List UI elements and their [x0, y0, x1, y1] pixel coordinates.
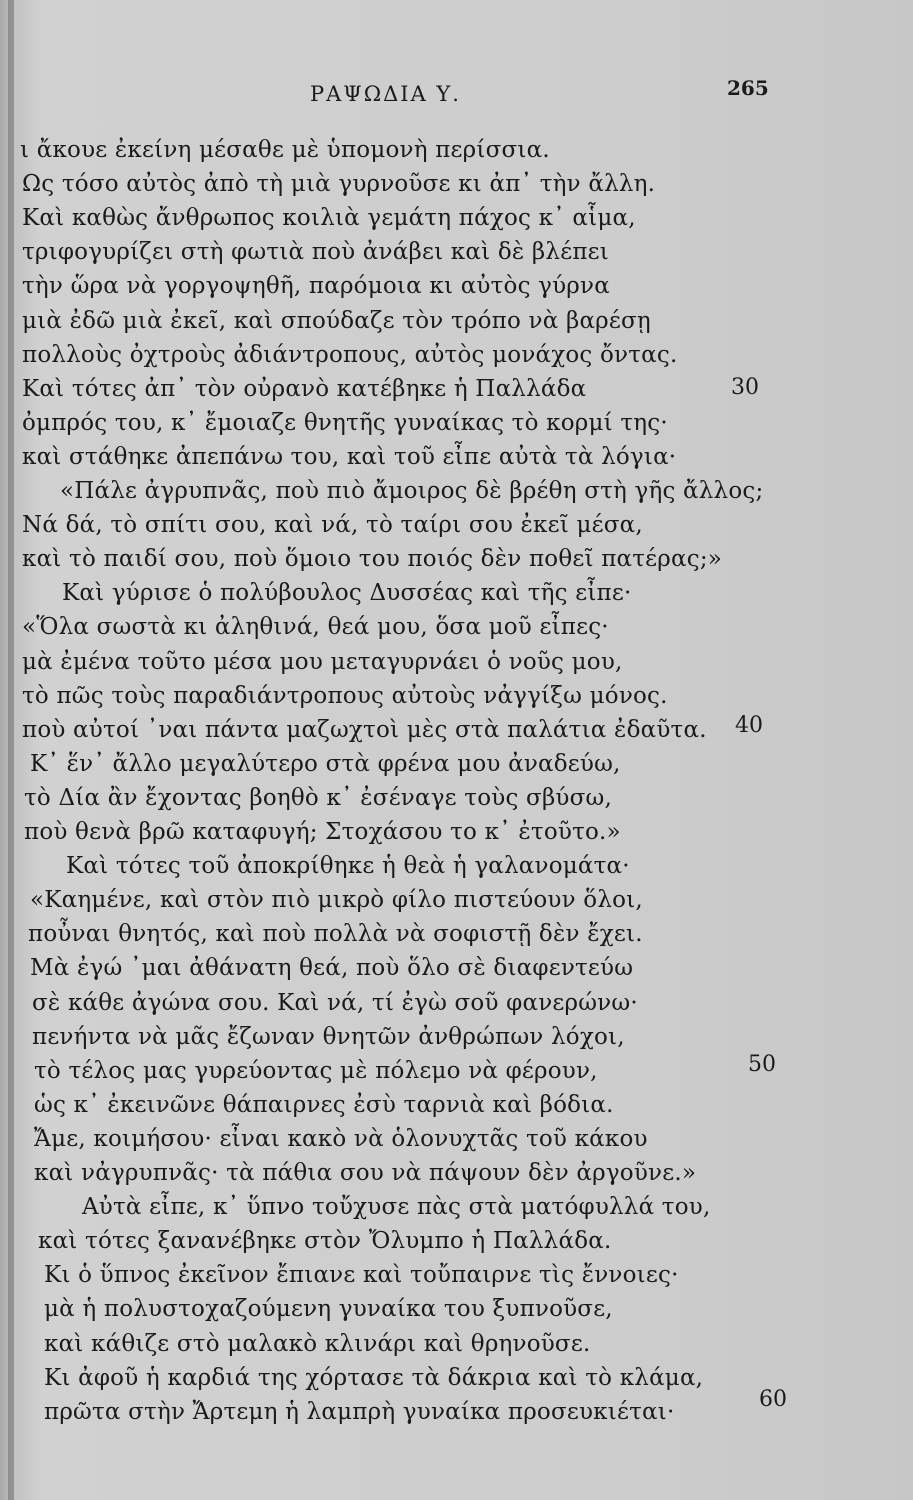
poem-line: καὶ νἀγρυπνᾶς· τὰ πάθια σου νὰ πάψουν δὲν ἀργοῦνε.» [34, 1160, 697, 1186]
poem-line: καὶ τότες ξανανέβηκε στὸν Ὄλυμπο ἡ Παλλάδα. [38, 1228, 612, 1255]
poem-line: τὸ πῶς τοὺς παραδιάντροπους αὐτοὺς νἀγγίξω μόνος. [22, 682, 668, 709]
poem-line: Καὶ τότες τοῦ ἀποκρίθηκε ἡ θεὰ ἡ γαλανομάτα· [66, 853, 630, 880]
poem-line: μιὰ ἐδῶ μιὰ ἐκεῖ, καὶ σπούδαζε τὸν τρόπο νὰ βαρέσῃ [22, 307, 651, 334]
poem-line: Καὶ γύρισε ὁ πολύβουλος Δυσσέας καὶ τῆς εἶπε· [62, 580, 632, 607]
line-number-60: 60 [759, 1387, 787, 1412]
poem-line: Ἄμε, κοιμήσου· εἶναι κακὸ νὰ ὁλονυχτᾶς τοῦ κάκου [34, 1125, 648, 1152]
poem-line: ποὺ θενὰ βρῶ καταφυγή; Στοχάσου το κ᾽ ἐτοῦτο.» [24, 819, 621, 845]
poem-line: τὴν ὥρα νὰ γοργοψηθῆ, παρόμοια κι αὐτὸς γύρνα [22, 273, 610, 300]
poem-line: τὸ τέλος μας γυρεύοντας μὲ πόλεμο νὰ φέρουν, [34, 1057, 598, 1084]
line-number-40: 40 [735, 713, 763, 738]
poem-line: ποὺ αὐτοί ᾽ναι πάντα μαζωχτοὶ μὲς στὰ παλάτια ἐδαῦτα. [22, 716, 707, 743]
line-number-30: 30 [731, 375, 759, 400]
poem-line: Κι ὁ ὕπνος ἐκεῖνον ἔπιανε καὶ τοὔπαιρνε τὶς ἔννοιες· [44, 1262, 679, 1289]
poem-line: Κ᾽ ἕν᾽ ἄλλο μεγαλύτερο στὰ φρένα μου ἀναδεύω, [30, 750, 621, 777]
poem-line: ποὖναι θνητός, καὶ ποὺ πολλὰ νὰ σοφιστῇ δὲν ἔχει. [28, 921, 643, 948]
poem-line: πενήντα νὰ μᾶς ἔζωναν θνητῶν ἀνθρώπων λόχοι, [32, 1023, 625, 1050]
poem-line: καὶ τὸ παιδί σου, ποὺ ὅμοιο του ποιός δὲν ποθεῖ πατέρας;» [22, 546, 723, 573]
poem-line: ὡς κ᾽ ἐκεινῶνε θάπαιρνες ἐσὺ ταρνιὰ καὶ βόδια. [34, 1091, 614, 1118]
poem-line: Αὐτὰ εἶπε, κ᾽ ὕπνο τοὔχυσε πὰς στὰ ματόφυλλά του, [82, 1194, 711, 1221]
line-number-50: 50 [748, 1052, 776, 1077]
poem-line: τὸ Δία ἂν ἔχοντας βοηθὸ κ᾽ ἐσέναγε τοὺς σβύσω, [24, 784, 612, 811]
poem-line: ι ἄκουε ἐκείνη μέσαθε μὲ ὑπομονὴ περίσσια. [20, 137, 550, 163]
poem-line: Νά δά, τὸ σπίτι σου, καὶ νά, τὸ ταίρι σου ἐκεῖ μέσα, [22, 512, 643, 539]
poem-line: Κι ἀφοῦ ἡ καρδιά της χόρτασε τὰ δάκρια καὶ τὸ κλάμα, [44, 1364, 704, 1391]
poem-line: καὶ κάθιζε στὸ μαλακὸ κλινάρι καὶ θρηνοῦσε. [44, 1330, 591, 1357]
poem-line: πολλοὺς ὀχτροὺς ἀδιάντροπους, αὐτὸς μονάχος ὄντας. [22, 341, 678, 368]
page-number: 265 [727, 76, 769, 100]
poem-line: ὀμπρός του, κ᾽ ἔμοιαζε θνητῆς γυναίκας τὸ κορμί της· [22, 409, 668, 436]
poem-line: Μὰ ἐγώ ᾽μαι ἀθάνατη θεά, ποὺ ὅλο σὲ διαφεντεύω [30, 955, 634, 982]
poem-line: «Καημένε, καὶ στὸν πιὸ μικρὸ φίλο πιστεύουν ὅλοι, [30, 887, 643, 914]
poem-line: τριφογυρίζει στὴ φωτιὰ ποὺ ἀνάβει καὶ δὲ βλέπει [22, 239, 609, 266]
poem-line: «Πάλε ἀγρυπνᾶς, ποὺ πιὸ ἄμοιρος δὲ βρέθη στὴ γῆς ἄλλος; [60, 478, 764, 504]
poem-line: μὰ ἡ πολυστοχαζούμενη γυναίκα του ξυπνοῦσε, [44, 1296, 613, 1323]
poem-line: Ως τόσο αὐτὸς ἀπὸ τὴ μιὰ γυρνοῦσε κι ἀπ᾽ τὴν ἄλλη. [22, 171, 656, 198]
poem-line: καὶ στάθηκε ἀπεπάνω του, καὶ τοῦ εἶπε αὐτὰ τὰ λόγια· [22, 443, 677, 470]
running-head-title: ΡΑΨΩΔΙΑ Υ. [310, 82, 461, 106]
page-gutter-shadow [8, 0, 14, 1500]
poem-line: «Ὅλα σωστὰ κι ἀληθινά, θεά μου, ὅσα μοῦ εἶπες· [22, 614, 609, 641]
poem-line: Καὶ τότες ἀπ᾽ τὸν οὐρανὸ κατέβηκε ἡ Παλλάδα [22, 375, 587, 402]
poem-line: μὰ ἐμένα τοῦτο μέσα μου μεταγυρνάει ὁ νοῦς μου, [22, 648, 623, 675]
poem-line: πρῶτα στὴν Ἄρτεμη ἡ λαμπρὴ γυναίκα προσευκιέται· [44, 1398, 675, 1425]
poem-line: Καὶ καθὼς ἄνθρωπος κοιλιὰ γεμάτη πάχος κ᾽ αἷμα, [22, 205, 636, 232]
poem-line: σὲ κάθε ἀγώνα σου. Καὶ νά, τί ἐγὼ σοῦ φανερώνω· [32, 989, 638, 1016]
